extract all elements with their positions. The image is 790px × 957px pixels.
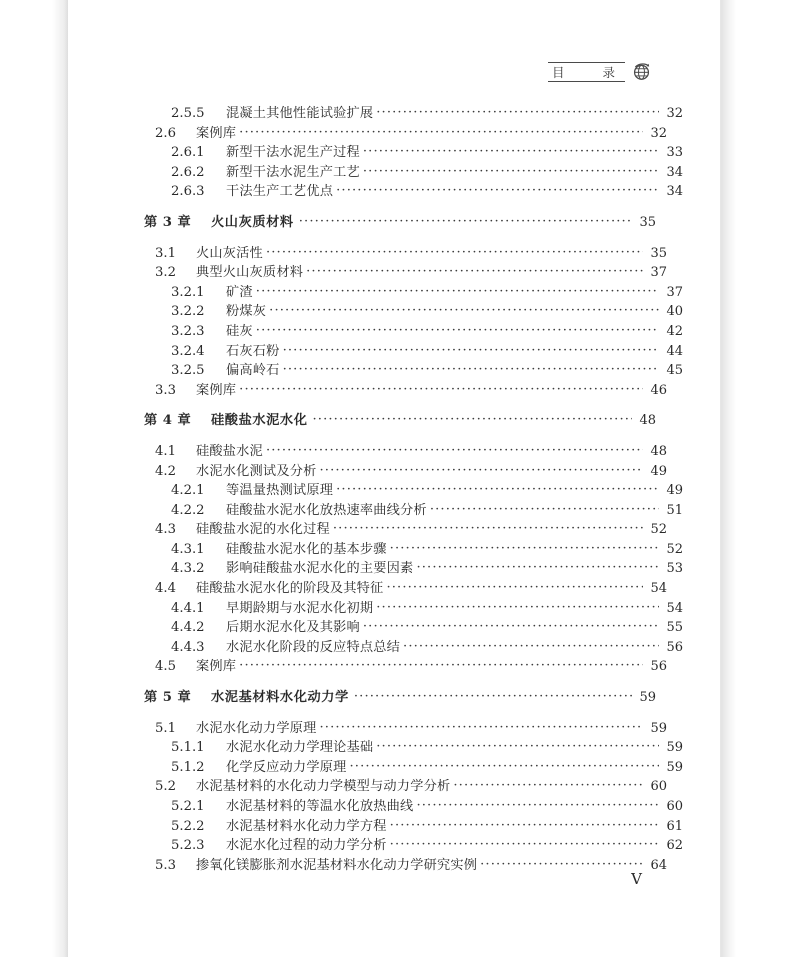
toc-entry-page-number: 56 <box>666 639 683 655</box>
toc-entry-title: 硅酸盐水泥水化放热速率曲线分析 <box>226 502 427 518</box>
toc-entry-page-number: 56 <box>650 659 667 675</box>
toc-entry-number: 3.2.3 <box>171 323 205 339</box>
toc-dot-leader <box>386 581 643 595</box>
toc-entry-row[interactable] <box>144 579 667 599</box>
toc-entry-title: 案例库 <box>196 125 237 141</box>
toc-entry-title: 新型干法水泥生产过程 <box>226 145 360 161</box>
toc-entry-title: 掺氧化镁膨胀剂水泥基材料水化动力学研究实例 <box>196 857 478 873</box>
toc-entry-title: 偏高岭石 <box>226 363 280 379</box>
toc-entry-title: 新型干法水泥生产工艺 <box>226 164 360 180</box>
toc-dot-leader <box>266 444 643 458</box>
toc-entry-page-number: 46 <box>650 382 667 398</box>
toc-dot-leader <box>320 464 644 478</box>
toc-entry-page-number: 59 <box>666 759 683 775</box>
toc-dot-leader <box>453 779 643 793</box>
toc-dot-leader <box>363 620 659 634</box>
toc-entry-page-number: 64 <box>650 857 667 873</box>
toc-entry-number: 4.4 <box>155 581 176 597</box>
toc-dot-leader <box>283 363 659 377</box>
toc-dot-leader <box>363 165 659 179</box>
toc-entry-page-number: 37 <box>650 265 667 281</box>
toc-dot-leader <box>320 721 644 735</box>
toc-entry-number: 2.6.1 <box>171 145 205 161</box>
toc-entry-page-number: 48 <box>650 443 667 459</box>
toc-entry-page-number: 35 <box>650 245 667 261</box>
toc-entry-page-number: 52 <box>650 522 667 538</box>
toc-entry-number: 5.2.1 <box>171 799 205 814</box>
toc-entry-page-number: 49 <box>650 463 667 479</box>
toc-entry-number: 5.3 <box>155 857 176 873</box>
toc-entry-page-number: 61 <box>666 818 683 834</box>
toc-entry-title: 硅酸盐水泥水化的基本步骤 <box>226 541 387 557</box>
page-number: V <box>631 870 642 888</box>
toc-dot-leader <box>403 640 659 654</box>
toc-entry-title: 硅酸盐水泥水化的阶段及其特征 <box>196 581 384 597</box>
toc-entry-row[interactable] <box>144 559 683 579</box>
toc-entry-page-number: 52 <box>666 541 683 557</box>
toc-entry-row[interactable] <box>144 719 667 739</box>
toc-entry-title: 水泥水化动力学理论基础 <box>226 740 374 756</box>
toc-entry-number: 5.1 <box>155 720 176 736</box>
toc-chapter-row[interactable] <box>144 213 656 233</box>
toc-dot-leader <box>266 246 643 260</box>
toc-entry-row[interactable] <box>144 520 667 540</box>
toc-entry-title: 矿渣 <box>226 284 253 300</box>
toc-dot-leader <box>256 324 659 338</box>
toc-entry-title: 硅酸盐水泥 <box>196 443 263 459</box>
toc-entry-page-number: 34 <box>666 184 683 200</box>
toc-entry-number: 4.4.3 <box>171 639 205 655</box>
toc-entry-title: 化学反应动力学原理 <box>226 759 347 775</box>
toc-chapter-row[interactable] <box>144 411 656 431</box>
toc-entry-page-number: 59 <box>666 740 683 756</box>
toc-dot-leader <box>239 659 643 673</box>
toc-entry-row[interactable] <box>144 342 683 362</box>
toc-entry-row[interactable] <box>144 836 683 856</box>
toc-entry-title: 典型火山灰质材料 <box>196 265 304 281</box>
toc-entry-number: 4.4.1 <box>171 600 205 616</box>
toc-entry-number: 第 3 章 <box>144 214 192 230</box>
toc-entry-page-number: 37 <box>666 284 683 300</box>
toc-entry-number: 2.6.2 <box>171 164 205 180</box>
toc-entry-row[interactable] <box>144 540 683 560</box>
toc-entry-number: 3.2.2 <box>171 304 205 320</box>
toc-dot-leader <box>306 265 643 279</box>
toc-dot-leader <box>299 215 632 229</box>
toc-list <box>144 104 683 875</box>
toc-dot-leader <box>269 304 659 318</box>
toc-entry-row[interactable] <box>144 361 683 381</box>
toc-entry-row[interactable] <box>144 442 667 462</box>
toc-entry-title: 硅酸盐水泥水化 <box>211 413 308 429</box>
toc-entry-title: 案例库 <box>196 382 237 398</box>
toc-dot-leader <box>354 690 632 704</box>
toc-entry-page-number: 32 <box>650 125 667 141</box>
toc-entry-row[interactable] <box>144 462 667 482</box>
toc-entry-row[interactable] <box>144 817 683 837</box>
toc-entry-title: 石灰石粉 <box>226 343 280 359</box>
header-rule-box <box>548 62 625 82</box>
toc-entry-title: 干法生产工艺优点 <box>226 184 334 200</box>
toc-entry-number: 4.3 <box>155 522 176 538</box>
toc-dot-leader <box>416 561 659 575</box>
toc-entry-number: 4.2.2 <box>171 502 205 518</box>
toc-entry-row[interactable] <box>144 381 667 401</box>
toc-entry-page-number: 54 <box>666 600 683 616</box>
toc-entry-title: 水泥基材料的等温水化放热曲线 <box>226 799 414 814</box>
toc-dot-leader <box>390 542 659 556</box>
toc-entry-page-number: 59 <box>639 690 656 706</box>
toc-entry-row[interactable] <box>144 182 683 202</box>
toc-entry-title: 水泥水化阶段的反应特点总结 <box>226 639 401 655</box>
toc-entry-number: 4.3.2 <box>171 561 205 577</box>
toc-entry-number: 3.2.4 <box>171 343 205 359</box>
toc-entry-number: 3.2.1 <box>171 284 205 300</box>
toc-entry-number: 4.2.1 <box>171 483 205 499</box>
toc-entry-page-number: 49 <box>666 483 683 499</box>
toc-entry-title: 等温量热测试原理 <box>226 483 334 499</box>
toc-entry-title: 水泥基材料水化动力学 <box>211 690 349 706</box>
toc-entry-number: 5.1.2 <box>171 759 205 775</box>
toc-entry-number: 3.2.5 <box>171 363 205 379</box>
toc-entry-row[interactable] <box>144 758 683 778</box>
toc-entry-number: 3.2 <box>155 265 176 281</box>
toc-dot-leader <box>363 145 659 159</box>
toc-entry-page-number: 35 <box>639 214 656 230</box>
toc-entry-row[interactable] <box>144 599 683 619</box>
toc-dot-leader <box>336 483 659 497</box>
toc-entry-row[interactable] <box>144 501 683 521</box>
toc-dot-leader <box>239 383 643 397</box>
toc-dot-leader <box>416 799 659 813</box>
toc-entry-title: 水泥基材料的水化动力学模型与动力学分析 <box>196 779 451 795</box>
toc-entry-number: 第 5 章 <box>144 690 192 706</box>
toc-entry-title: 后期水泥水化及其影响 <box>226 620 360 636</box>
toc-entry-row[interactable] <box>144 104 683 124</box>
toc-dot-leader <box>480 858 643 872</box>
toc-dot-leader <box>350 760 660 774</box>
toc-entry-title: 案例库 <box>196 659 237 675</box>
toc-entry-number: 5.2.3 <box>171 838 205 854</box>
toc-entry-title: 粉煤灰 <box>226 304 267 320</box>
toc-entry-row[interactable] <box>144 283 683 303</box>
toc-entry-title: 水泥水化动力学原理 <box>196 720 317 736</box>
toc-entry-row[interactable] <box>144 263 667 283</box>
toc-dot-leader <box>333 522 643 536</box>
toc-entry-title: 影响硅酸盐水泥水化的主要因素 <box>226 561 414 577</box>
toc-entry-page-number: 42 <box>666 323 683 339</box>
toc-entry-number: 3.3 <box>155 382 176 398</box>
toc-dot-leader <box>283 344 659 358</box>
toc-entry-title: 火山灰质材料 <box>211 214 294 230</box>
toc-entry-row[interactable] <box>144 856 667 876</box>
toc-entry-row[interactable] <box>144 143 683 163</box>
toc-entry-row[interactable] <box>144 797 683 817</box>
toc-dot-leader <box>390 819 659 833</box>
toc-entry-page-number: 60 <box>666 799 683 814</box>
toc-dot-leader <box>256 285 659 299</box>
header-title: 目 录 <box>552 65 625 80</box>
toc-entry-number: 2.5.5 <box>171 106 205 121</box>
toc-entry-page-number: 59 <box>650 720 667 736</box>
toc-entry-page-number: 51 <box>666 502 683 518</box>
toc-entry-number: 2.6.3 <box>171 184 205 200</box>
toc-entry-number: 4.1 <box>155 443 176 459</box>
toc-entry-title: 硅酸盐水泥的水化过程 <box>196 522 330 538</box>
toc-entry-number: 4.4.2 <box>171 620 205 636</box>
toc-entry-row[interactable] <box>144 244 667 264</box>
toc-entry-title: 水泥基材料水化动力学方程 <box>226 818 387 834</box>
toc-dot-leader <box>376 601 659 615</box>
toc-entry-row[interactable] <box>144 738 683 758</box>
toc-entry-number: 5.2.2 <box>171 818 205 834</box>
toc-entry-title: 早期龄期与水泥水化初期 <box>226 600 374 616</box>
toc-dot-leader <box>376 106 659 120</box>
toc-entry-page-number: 48 <box>639 413 656 429</box>
toc-entry-row[interactable] <box>144 618 683 638</box>
toc-entry-row[interactable] <box>144 302 683 322</box>
toc-entry-page-number: 34 <box>666 164 683 180</box>
toc-entry-page-number: 62 <box>666 838 683 854</box>
toc-page <box>68 0 720 957</box>
toc-entry-row[interactable] <box>144 638 683 658</box>
toc-entry-number: 5.1.1 <box>171 740 205 756</box>
toc-entry-row[interactable] <box>144 481 683 501</box>
toc-chapter-row[interactable] <box>144 688 656 708</box>
toc-dot-leader <box>430 503 659 517</box>
toc-entry-number: 5.2 <box>155 779 176 795</box>
toc-entry-row[interactable] <box>144 124 667 144</box>
toc-entry-page-number: 54 <box>650 581 667 597</box>
toc-entry-number: 第 4 章 <box>144 413 192 429</box>
toc-entry-row[interactable] <box>144 657 667 677</box>
toc-entry-title: 水泥水化过程的动力学分析 <box>226 838 387 854</box>
toc-entry-number: 2.6 <box>155 125 176 141</box>
running-header <box>548 62 652 82</box>
toc-entry-row[interactable] <box>144 322 683 342</box>
toc-entry-title: 水泥水化测试及分析 <box>196 463 317 479</box>
toc-entry-page-number: 32 <box>666 106 683 121</box>
toc-entry-page-number: 44 <box>666 343 683 359</box>
toc-dot-leader <box>376 740 659 754</box>
toc-entry-number: 4.2 <box>155 463 176 479</box>
toc-dot-leader <box>313 413 632 427</box>
toc-entry-title: 硅灰 <box>226 323 253 339</box>
globe-icon <box>632 62 652 82</box>
toc-entry-number: 3.1 <box>155 245 176 261</box>
toc-entry-number: 4.3.1 <box>171 541 205 557</box>
toc-entry-page-number: 55 <box>666 620 683 636</box>
toc-dot-leader <box>239 126 643 140</box>
toc-dot-leader <box>390 838 659 852</box>
toc-entry-page-number: 60 <box>650 779 667 795</box>
toc-entry-page-number: 53 <box>666 561 683 577</box>
toc-entry-title: 火山灰活性 <box>196 245 263 261</box>
toc-entry-page-number: 45 <box>666 363 683 379</box>
toc-entry-title: 混凝土其他性能试验扩展 <box>226 106 374 121</box>
toc-entry-row[interactable] <box>144 163 683 183</box>
toc-entry-number: 4.5 <box>155 659 176 675</box>
toc-entry-page-number: 40 <box>666 304 683 320</box>
toc-dot-leader <box>336 184 659 198</box>
toc-entry-row[interactable] <box>144 777 667 797</box>
toc-entry-page-number: 33 <box>666 145 683 161</box>
